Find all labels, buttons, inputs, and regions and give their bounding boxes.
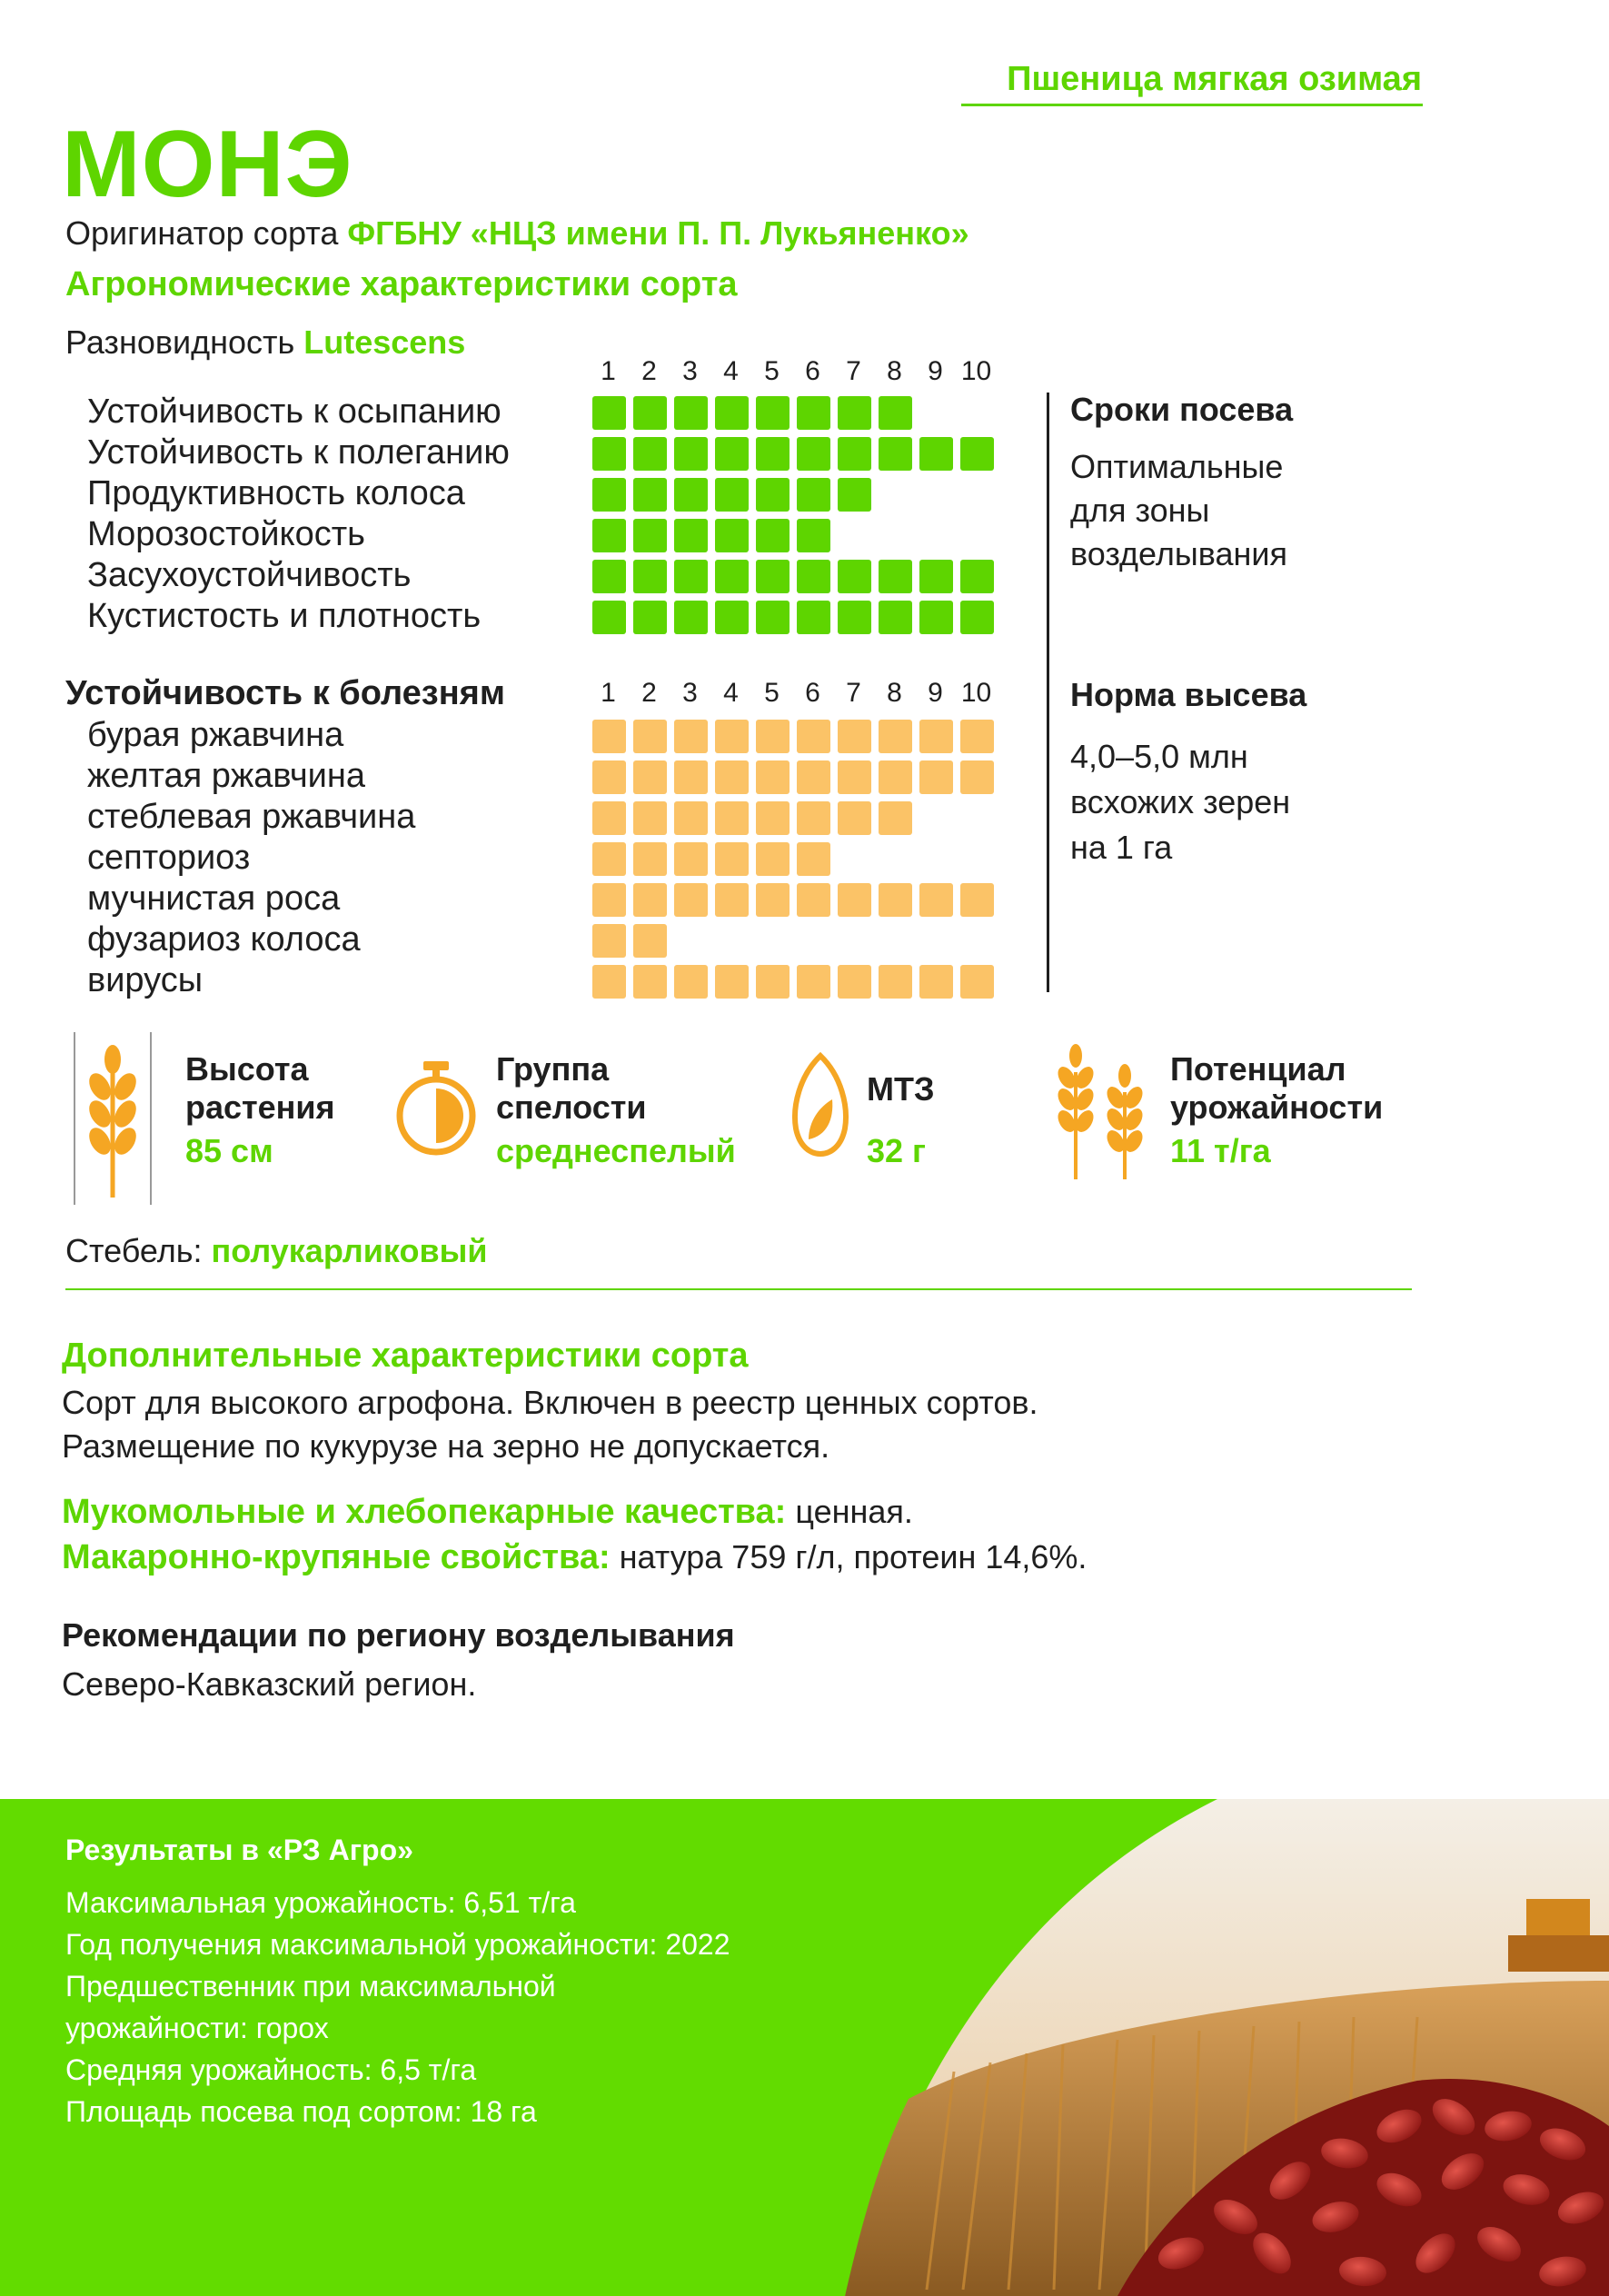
agro-trait-label: Засухоустойчивость xyxy=(87,556,412,594)
yield-label-1: Потенциал xyxy=(1170,1050,1346,1088)
disease-score-square xyxy=(756,801,790,835)
agro-score-square xyxy=(879,437,912,471)
disease-score-square xyxy=(674,883,708,917)
disease-score-square xyxy=(919,965,953,999)
header-rule xyxy=(961,104,1423,106)
disease-score-square xyxy=(879,883,912,917)
scale-tick: 5 xyxy=(764,678,780,708)
results-heading: Результаты в «РЗ Агро» xyxy=(65,1834,413,1866)
scale-tick: 1 xyxy=(601,356,616,386)
agro-score-bar xyxy=(592,437,1001,471)
yield-value: 11 т/га xyxy=(1170,1132,1271,1169)
disease-score-bar xyxy=(592,965,1001,999)
disease-score-square xyxy=(838,801,871,835)
agro-score-square xyxy=(715,396,749,430)
scale-tick: 3 xyxy=(682,678,698,708)
seeding-rate-line-2: всхожих зерен xyxy=(1070,783,1291,820)
agro-score-square xyxy=(756,601,790,634)
baking-value: ценная. xyxy=(795,1493,913,1530)
agro-score-square xyxy=(715,437,749,471)
disease-score-square xyxy=(879,965,912,999)
agro-score-square xyxy=(960,437,994,471)
agro-scale-ticks xyxy=(588,356,997,387)
disease-score-square xyxy=(592,842,626,876)
region-value: Северо-Кавказский регион. xyxy=(62,1665,477,1703)
crop-type: Пшеница мягкая озимая xyxy=(1007,60,1422,98)
agro-score-square xyxy=(838,396,871,430)
agro-score-square xyxy=(592,437,626,471)
scale-tick: 4 xyxy=(723,678,739,708)
disease-score-square xyxy=(633,720,667,753)
disease-score-square xyxy=(633,965,667,999)
results-line-2: Год получения максимальной урожайности: 2022 xyxy=(65,1928,730,1961)
stem-line xyxy=(65,1232,487,1270)
scale-tick: 2 xyxy=(641,678,657,708)
disease-score-square xyxy=(797,760,830,794)
ripeness-label-2: спелости xyxy=(496,1088,647,1126)
scale-tick: 9 xyxy=(928,678,943,708)
height-label-2: растения xyxy=(185,1088,335,1126)
wheat-field-photo xyxy=(0,1799,1609,2296)
disease-score-bar xyxy=(592,801,919,835)
agro-trait-label: Устойчивость к полеганию xyxy=(87,433,510,472)
agro-score-square xyxy=(919,601,953,634)
results-line-4: урожайности: горох xyxy=(65,2012,329,2044)
agro-score-square xyxy=(756,560,790,593)
agro-score-square xyxy=(797,601,830,634)
originator-line xyxy=(65,214,969,253)
disease-score-square xyxy=(592,801,626,835)
disease-trait-label: бурая ржавчина xyxy=(87,716,344,754)
agro-score-square xyxy=(674,601,708,634)
disease-score-bar xyxy=(592,720,1001,753)
agro-score-bar xyxy=(592,396,919,430)
disease-score-bar xyxy=(592,883,1001,917)
sowing-time-line-3: возделывания xyxy=(1070,535,1287,572)
disease-score-square xyxy=(592,965,626,999)
stem-value: полукарликовый xyxy=(211,1232,488,1269)
disease-scale-ticks xyxy=(588,678,997,709)
agro-score-square xyxy=(879,396,912,430)
disease-score-square xyxy=(715,801,749,835)
agro-score-bar xyxy=(592,478,879,512)
pasta-quality-line xyxy=(62,1536,1087,1579)
disease-score-square xyxy=(592,924,626,958)
results-panel xyxy=(0,1799,1609,2296)
disease-score-square xyxy=(674,965,708,999)
disease-score-square xyxy=(715,760,749,794)
agro-score-bar xyxy=(592,601,1001,634)
agro-trait-label: Морозостойкость xyxy=(87,515,365,553)
grain-seed-icon xyxy=(789,1052,852,1158)
agro-score-square xyxy=(715,519,749,552)
disease-score-square xyxy=(879,801,912,835)
disease-score-square xyxy=(674,760,708,794)
disease-score-square xyxy=(756,720,790,753)
agro-score-square xyxy=(797,437,830,471)
agro-score-square xyxy=(633,601,667,634)
disease-score-square xyxy=(838,883,871,917)
variety-type-line xyxy=(65,323,465,362)
scale-tick: 9 xyxy=(928,356,943,386)
disease-trait-label: мучнистая роса xyxy=(87,880,341,918)
disease-score-square xyxy=(674,842,708,876)
height-label-1: Высота xyxy=(185,1050,309,1088)
scale-tick: 3 xyxy=(682,356,698,386)
agro-score-square xyxy=(797,396,830,430)
seeding-rate-heading: Норма высева xyxy=(1070,676,1307,713)
results-line-6: Площадь посева под сортом: 18 га xyxy=(65,2095,537,2128)
agro-score-square xyxy=(674,560,708,593)
disease-score-square xyxy=(674,720,708,753)
disease-trait-label: стеблевая ржавчина xyxy=(87,798,416,836)
disease-score-square xyxy=(797,883,830,917)
agro-score-square xyxy=(674,396,708,430)
agro-score-square xyxy=(879,601,912,634)
variety-name: МОНЭ xyxy=(62,112,353,217)
disease-score-square xyxy=(633,924,667,958)
disease-score-square xyxy=(838,720,871,753)
seeding-rate-text xyxy=(1070,734,1290,870)
disease-score-square xyxy=(756,883,790,917)
scale-tick: 10 xyxy=(960,356,992,386)
agro-score-square xyxy=(838,560,871,593)
results-line-3: Предшественник при максимальной xyxy=(65,1970,556,2003)
agro-score-bar xyxy=(592,560,1001,593)
disease-score-square xyxy=(919,760,953,794)
disease-score-square xyxy=(715,965,749,999)
disease-score-square xyxy=(838,965,871,999)
originator-value: ФГБНУ «НЦЗ имени П. П. Лукьяненко» xyxy=(347,214,969,252)
disease-trait-label: фузариоз колоса xyxy=(87,920,361,959)
ripeness-label xyxy=(496,1050,646,1127)
region-heading: Рекомендации по региону возделывания xyxy=(62,1616,735,1654)
scale-tick: 4 xyxy=(723,356,739,386)
disease-score-square xyxy=(960,965,994,999)
wheat-ear-height-icon xyxy=(64,1032,164,1205)
mtz-label: МТЗ xyxy=(867,1070,935,1108)
disease-score-square xyxy=(797,965,830,999)
disease-score-square xyxy=(879,720,912,753)
agro-score-square xyxy=(633,519,667,552)
scale-tick: 10 xyxy=(960,678,992,708)
additional-text xyxy=(62,1381,1038,1468)
results-line-1: Максимальная урожайность: 6,51 т/га xyxy=(65,1886,576,1919)
disease-score-square xyxy=(592,760,626,794)
seeding-rate-line-3: на 1 га xyxy=(1070,829,1173,866)
disease-score-square xyxy=(633,760,667,794)
disease-score-square xyxy=(592,720,626,753)
agro-score-square xyxy=(838,437,871,471)
agro-score-square xyxy=(756,519,790,552)
disease-score-bar xyxy=(592,842,838,876)
agro-heading: Агрономические характеристики сорта xyxy=(65,265,738,303)
scale-tick: 1 xyxy=(601,678,616,708)
agro-score-square xyxy=(797,519,830,552)
additional-heading: Дополнительные характеристики сорта xyxy=(62,1337,749,1375)
baking-quality-line xyxy=(62,1490,913,1534)
agro-score-square xyxy=(797,478,830,512)
agro-score-square xyxy=(756,478,790,512)
yield-label xyxy=(1170,1050,1383,1127)
agro-score-square xyxy=(838,601,871,634)
stem-label: Стебель: xyxy=(65,1232,203,1269)
sowing-time-heading: Сроки посева xyxy=(1070,391,1294,428)
height-value: 85 см xyxy=(185,1132,273,1169)
originator-label: Оригинатор сорта xyxy=(65,214,339,252)
disease-score-square xyxy=(756,965,790,999)
disease-score-square xyxy=(919,720,953,753)
disease-score-bar xyxy=(592,760,1001,794)
agro-score-square xyxy=(838,478,871,512)
height-label xyxy=(185,1050,335,1127)
disease-score-square xyxy=(715,842,749,876)
disease-score-square xyxy=(674,801,708,835)
pasta-label: Макаронно-крупяные свойства: xyxy=(62,1538,611,1576)
agro-score-square xyxy=(674,478,708,512)
agro-trait-label: Устойчивость к осыпанию xyxy=(87,393,502,431)
disease-score-bar xyxy=(592,924,674,958)
yield-wheat-icon xyxy=(1047,1036,1156,1181)
results-line-5: Средняя урожайность: 6,5 т/га xyxy=(65,2053,477,2086)
agro-score-square xyxy=(715,478,749,512)
scale-tick: 6 xyxy=(805,356,820,386)
disease-score-square xyxy=(797,801,830,835)
agro-score-square xyxy=(592,478,626,512)
yield-label-2: урожайности xyxy=(1170,1088,1384,1126)
sowing-time-line-1: Оптимальные xyxy=(1070,448,1284,485)
disease-trait-label: желтая ржавчина xyxy=(87,757,366,795)
agro-trait-label: Кустистость и плотность xyxy=(87,597,482,635)
disease-score-square xyxy=(756,842,790,876)
scale-tick: 7 xyxy=(846,356,861,386)
seeding-rate-line-1: 4,0–5,0 млн xyxy=(1070,738,1248,775)
disease-score-square xyxy=(960,720,994,753)
scale-tick: 8 xyxy=(887,356,902,386)
disease-score-square xyxy=(715,720,749,753)
agro-score-square xyxy=(633,478,667,512)
disease-score-square xyxy=(756,760,790,794)
agro-score-square xyxy=(592,601,626,634)
agro-score-square xyxy=(756,396,790,430)
agro-score-square xyxy=(592,396,626,430)
section-rule xyxy=(65,1288,1412,1290)
agro-score-square xyxy=(592,560,626,593)
agro-score-square xyxy=(919,560,953,593)
agro-score-square xyxy=(674,519,708,552)
agro-score-square xyxy=(879,560,912,593)
mtz-value: 32 г xyxy=(867,1132,927,1169)
disease-score-square xyxy=(592,883,626,917)
agro-score-square xyxy=(633,560,667,593)
ripeness-value: среднеспелый xyxy=(496,1132,736,1169)
agro-score-square xyxy=(756,437,790,471)
disease-score-square xyxy=(838,760,871,794)
agro-score-square xyxy=(715,601,749,634)
baking-label: Мукомольные и хлебопекарные качества: xyxy=(62,1493,787,1531)
agro-score-square xyxy=(592,519,626,552)
agro-score-bar xyxy=(592,519,838,552)
additional-line-1: Сорт для высокого агрофона. Включен в реестр ценных сортов. xyxy=(62,1384,1038,1421)
agro-score-square xyxy=(715,560,749,593)
disease-score-square xyxy=(715,883,749,917)
variety-type-label: Разновидность xyxy=(65,323,295,361)
agro-score-square xyxy=(960,560,994,593)
scale-tick: 8 xyxy=(887,678,902,708)
scale-tick: 7 xyxy=(846,678,861,708)
pasta-value: натура 759 г/л, протеин 14,6%. xyxy=(619,1538,1088,1575)
scale-tick: 5 xyxy=(764,356,780,386)
ripeness-label-1: Группа xyxy=(496,1050,610,1088)
scale-tick: 2 xyxy=(641,356,657,386)
variety-type-value: Lutescens xyxy=(303,323,466,361)
agro-score-square xyxy=(919,437,953,471)
scale-tick: 6 xyxy=(805,678,820,708)
disease-score-square xyxy=(879,760,912,794)
disease-score-square xyxy=(633,883,667,917)
sowing-time-text xyxy=(1070,445,1287,576)
disease-heading: Устойчивость к болезням xyxy=(65,674,505,712)
sowing-time-line-2: для зоны xyxy=(1070,492,1210,529)
additional-line-2: Размещение по кукурузе на зерно не допускается. xyxy=(62,1427,830,1465)
disease-score-square xyxy=(919,883,953,917)
agro-score-square xyxy=(633,437,667,471)
disease-trait-label: вирусы xyxy=(87,961,204,999)
agro-score-square xyxy=(633,396,667,430)
stopwatch-icon xyxy=(391,1059,482,1159)
disease-score-square xyxy=(797,842,830,876)
agro-trait-label: Продуктивность колоса xyxy=(87,474,465,512)
disease-score-square xyxy=(797,720,830,753)
agro-score-square xyxy=(674,437,708,471)
column-divider xyxy=(1047,393,1049,992)
disease-score-square xyxy=(633,842,667,876)
disease-score-square xyxy=(960,883,994,917)
agro-score-square xyxy=(797,560,830,593)
disease-score-square xyxy=(960,760,994,794)
agro-score-square xyxy=(960,601,994,634)
disease-score-square xyxy=(633,801,667,835)
disease-trait-label: септориоз xyxy=(87,839,251,877)
